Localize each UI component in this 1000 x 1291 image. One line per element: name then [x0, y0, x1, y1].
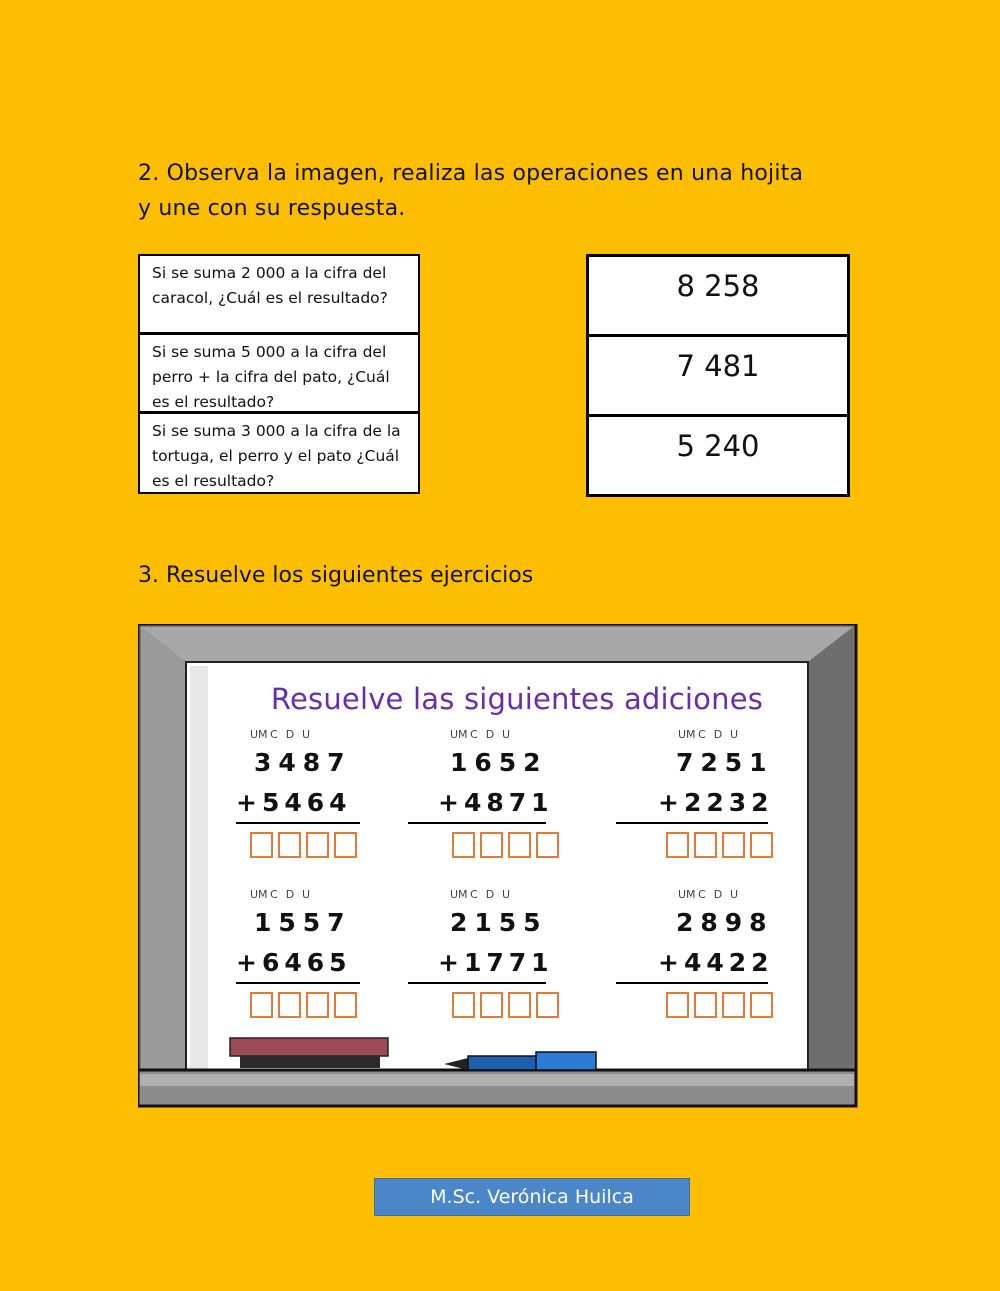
- addition-problem-2: [408, 728, 568, 868]
- answer-digit-box[interactable]: [480, 832, 503, 858]
- addend-bottom: +6465: [236, 948, 352, 977]
- sum-line: [236, 982, 360, 984]
- question-2-title-line1: 2. Observa la imagen, realiza las operaciones en una hojita: [138, 161, 804, 186]
- sum-line: [236, 822, 360, 824]
- place-label: C: [470, 728, 478, 741]
- author-label: M.Sc. Verónica Huilca: [374, 1178, 690, 1216]
- answer-boxes: [452, 992, 559, 1018]
- answer-digit-box[interactable]: [508, 832, 531, 858]
- place-label: UM: [250, 888, 268, 901]
- place-label: D: [285, 728, 295, 741]
- place-label: U: [501, 888, 511, 901]
- place-value-labels: [250, 728, 314, 741]
- answer-digit-box[interactable]: [306, 832, 329, 858]
- answer-boxes: [666, 832, 773, 858]
- answer-cell-3[interactable]: 5 240: [676, 429, 760, 463]
- addend-top: 2898: [676, 908, 774, 937]
- answer-digit-box[interactable]: [536, 832, 559, 858]
- whiteboard: [138, 624, 858, 1108]
- answer-boxes: [250, 832, 357, 858]
- sum-line: [408, 982, 546, 984]
- place-label: UM: [678, 888, 696, 901]
- question-2-title: [138, 156, 858, 226]
- place-label: C: [698, 888, 706, 901]
- answer-boxes: [666, 992, 773, 1018]
- addend-bottom: +2232: [658, 788, 774, 817]
- place-label: UM: [450, 888, 468, 901]
- answer-digit-box[interactable]: [306, 992, 329, 1018]
- addition-problem-6: [608, 888, 774, 1028]
- addend-bottom: +4871: [438, 788, 554, 817]
- place-label: D: [485, 888, 495, 901]
- answer-digit-box[interactable]: [250, 992, 273, 1018]
- answer-digit-box[interactable]: [334, 992, 357, 1018]
- place-label: U: [729, 888, 739, 901]
- answer-digit-box[interactable]: [480, 992, 503, 1018]
- answer-digit-box[interactable]: [250, 832, 273, 858]
- questions-table: [138, 254, 420, 494]
- answer-cell-2[interactable]: 7 481: [589, 337, 847, 417]
- addend-bottom: +4422: [658, 948, 774, 977]
- place-label: U: [729, 728, 739, 741]
- answer-digit-box[interactable]: [666, 992, 689, 1018]
- answer-digit-box[interactable]: [334, 832, 357, 858]
- place-label: UM: [250, 728, 268, 741]
- place-label: C: [470, 888, 478, 901]
- question-cell-2[interactable]: Si se suma 5 000 a la cifra del perro + la cifra del pato, ¿Cuál es el resultado?: [140, 335, 418, 414]
- board-title: Resuelve las siguientes adiciones: [270, 682, 764, 716]
- answer-digit-box[interactable]: [508, 992, 531, 1018]
- addition-problem-5: [408, 888, 568, 1028]
- addition-problem-1: [208, 728, 368, 868]
- answer-digit-box[interactable]: [694, 992, 717, 1018]
- question-cell-1[interactable]: Si se suma 2 000 a la cifra del caracol, ¿Cuál es el resultado?: [140, 256, 418, 335]
- question-3-title: 3. Resuelve los siguientes ejercicios: [138, 563, 534, 588]
- place-label: D: [485, 728, 495, 741]
- question-cell-3[interactable]: Si se suma 3 000 a la cifra de la tortuga, el perro y el pato ¿Cuál es el resultado?: [152, 422, 401, 490]
- place-label: C: [270, 888, 278, 901]
- answer-digit-box[interactable]: [750, 832, 773, 858]
- answer-digit-box[interactable]: [694, 832, 717, 858]
- place-label: D: [713, 888, 723, 901]
- place-label: U: [501, 728, 511, 741]
- answer-digit-box[interactable]: [452, 992, 475, 1018]
- answer-digit-box[interactable]: [536, 992, 559, 1018]
- place-label: D: [713, 728, 723, 741]
- place-label: U: [301, 728, 311, 741]
- sum-line: [616, 822, 768, 824]
- place-label: UM: [678, 728, 696, 741]
- answer-boxes: [452, 832, 559, 858]
- answer-digit-box[interactable]: [750, 992, 773, 1018]
- addition-problem-4: [208, 888, 368, 1028]
- place-label: UM: [450, 728, 468, 741]
- answer-digit-box[interactable]: [666, 832, 689, 858]
- answer-boxes: [250, 992, 357, 1018]
- addend-top: 7251: [676, 748, 774, 777]
- place-label: C: [270, 728, 278, 741]
- place-label: D: [285, 888, 295, 901]
- place-value-labels: [678, 888, 742, 901]
- answer-digit-box[interactable]: [278, 832, 301, 858]
- addend-top: 1557: [254, 908, 352, 937]
- place-value-labels: [450, 728, 514, 741]
- addend-bottom: +5464: [236, 788, 352, 817]
- sum-line: [408, 822, 546, 824]
- answer-digit-box[interactable]: [722, 832, 745, 858]
- place-value-labels: [450, 888, 514, 901]
- place-label: U: [301, 888, 311, 901]
- addend-bottom: +1771: [438, 948, 554, 977]
- addition-problem-3: [608, 728, 774, 868]
- place-label: C: [698, 728, 706, 741]
- whiteboard-content: [208, 676, 808, 1062]
- answers-table: [586, 254, 850, 497]
- addend-top: 2155: [450, 908, 548, 937]
- addend-top: 3487: [254, 748, 352, 777]
- place-value-labels: [678, 728, 742, 741]
- answer-cell-1[interactable]: 8 258: [589, 257, 847, 337]
- sum-line: [616, 982, 768, 984]
- question-2-title-line2: y une con su respuesta.: [138, 196, 406, 221]
- answer-digit-box[interactable]: [452, 832, 475, 858]
- place-value-labels: [250, 888, 314, 901]
- answer-digit-box[interactable]: [278, 992, 301, 1018]
- answer-digit-box[interactable]: [722, 992, 745, 1018]
- addend-top: 1652: [450, 748, 548, 777]
